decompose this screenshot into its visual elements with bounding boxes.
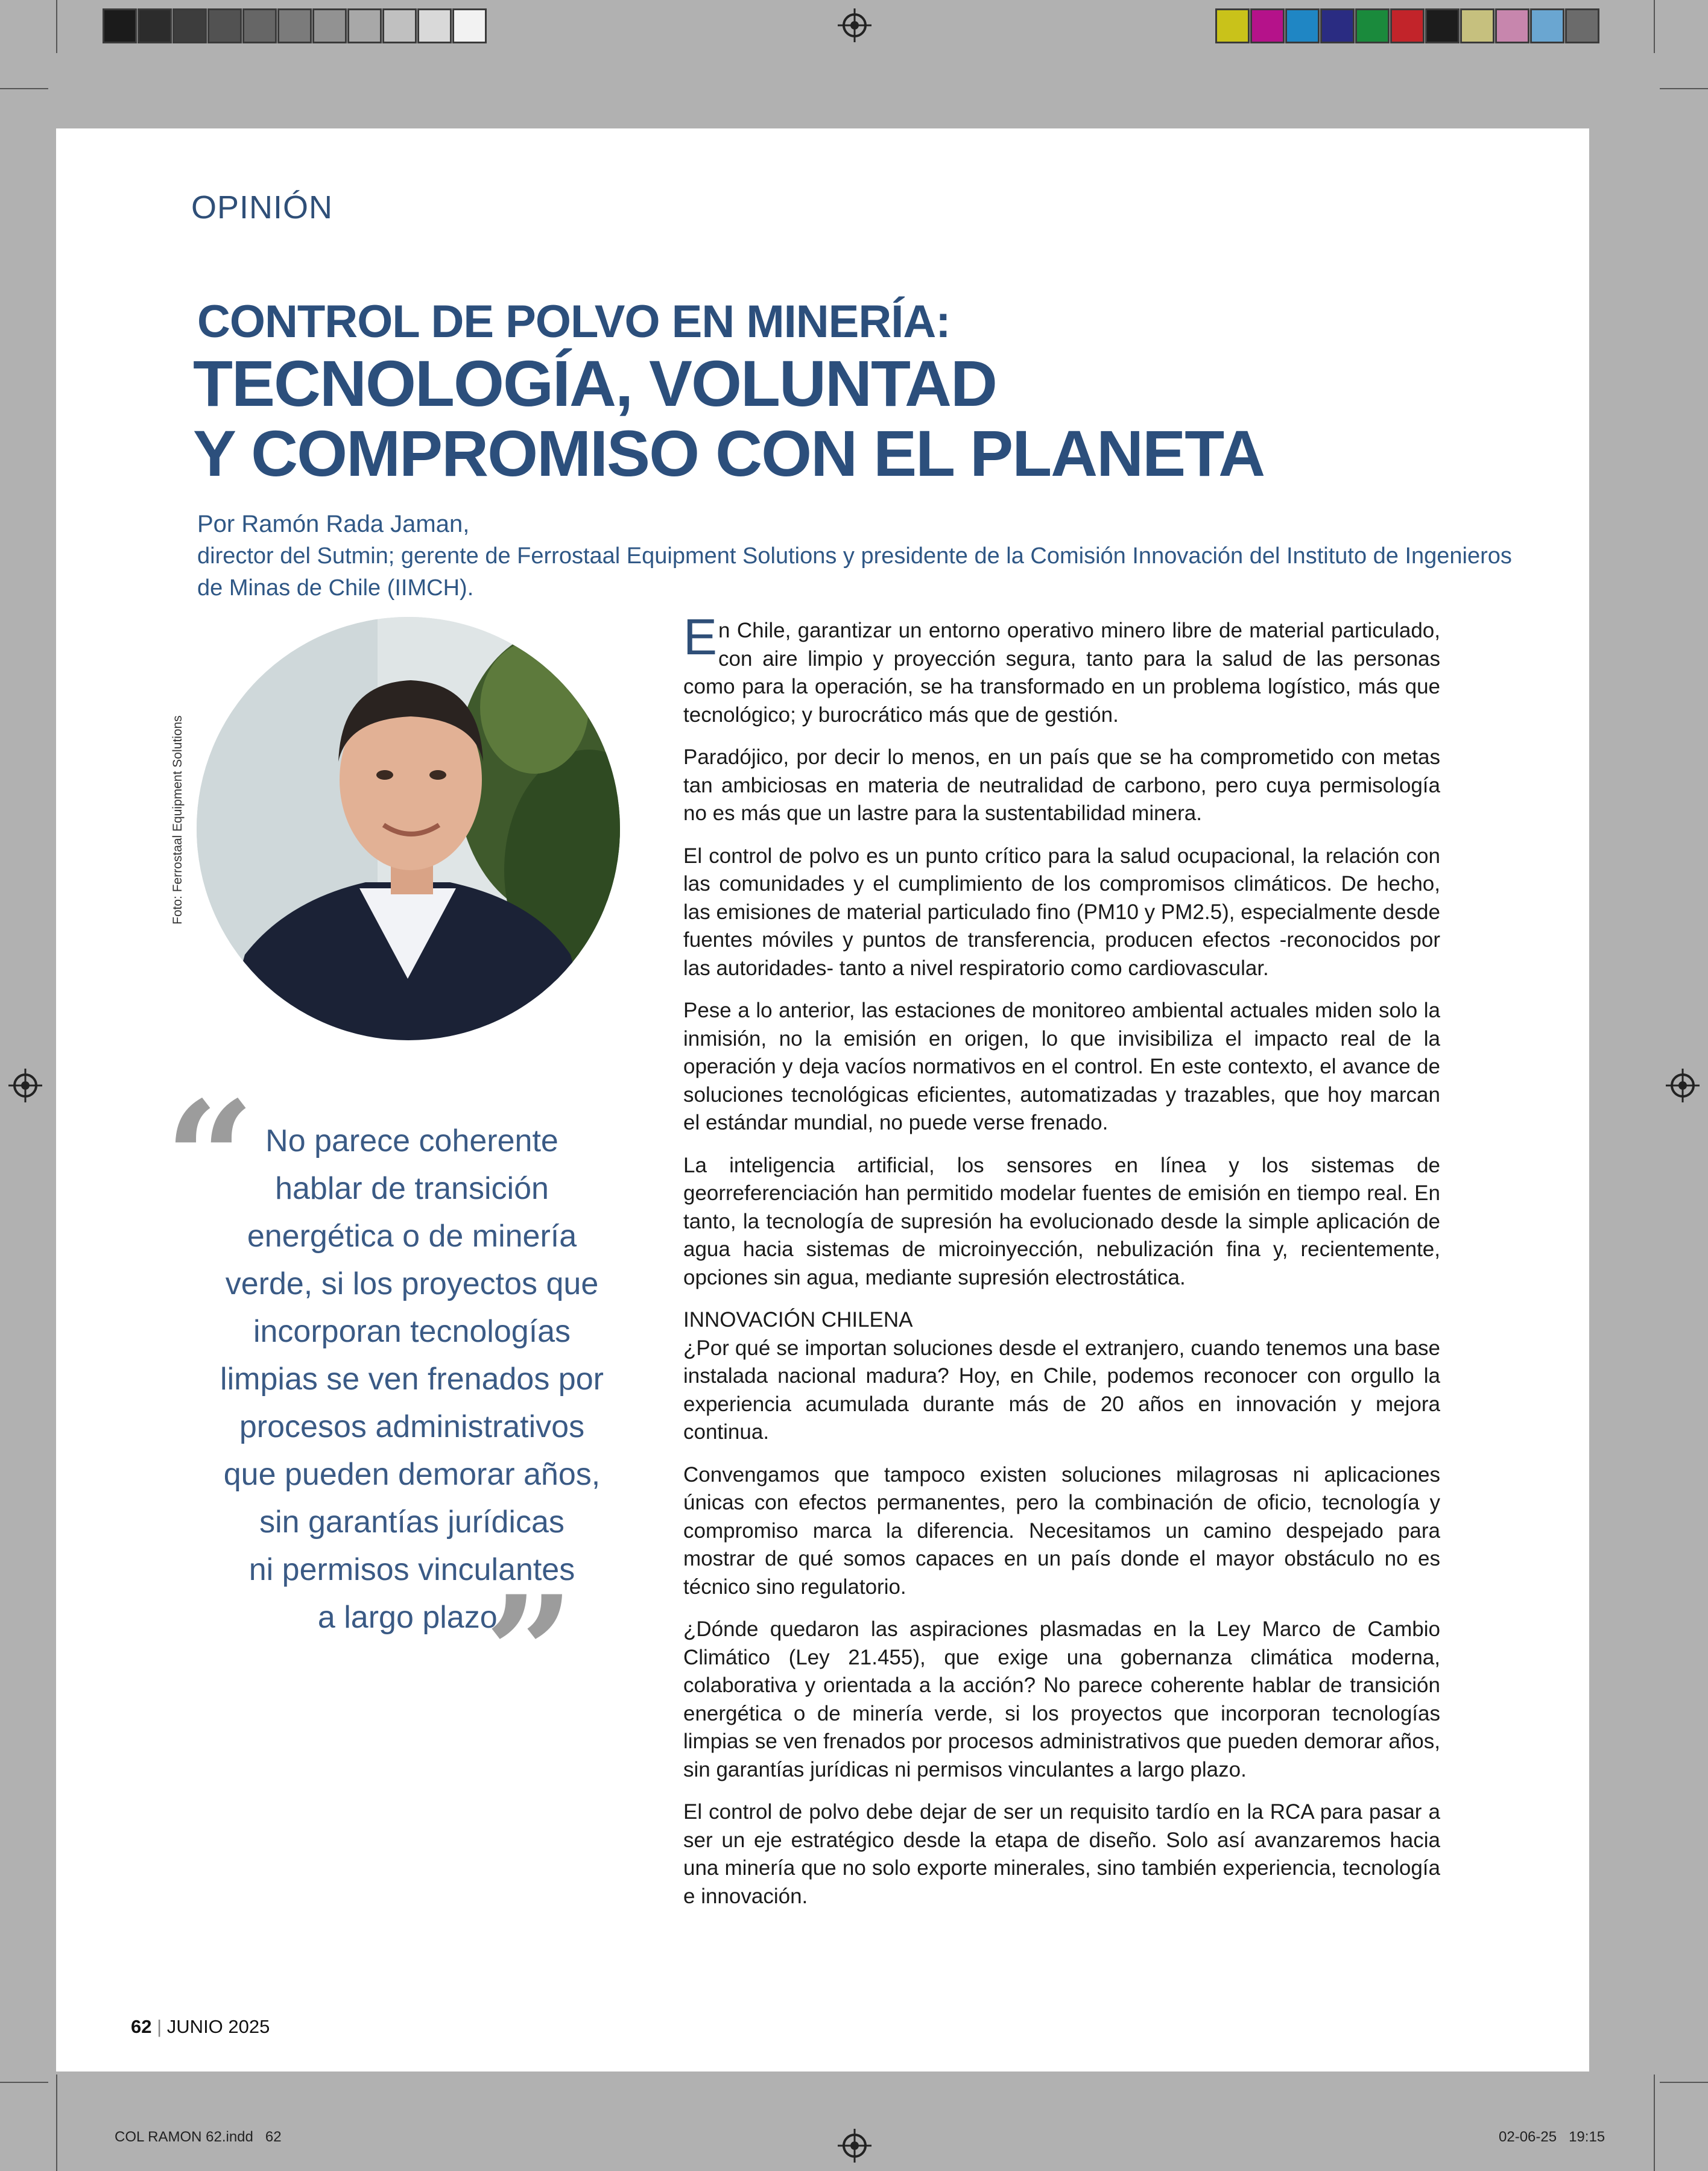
byline-role: director del Sutmin; gerente de Ferrostaal Equipment Solutions y presidente de la Comisión Innovación del Instituto de Ingenieros de Minas de Chile (IIMCH).: [197, 543, 1512, 601]
page-number: 62: [131, 2016, 152, 2037]
grayscale-color-bar: [103, 8, 487, 43]
color-swatch: [1565, 8, 1599, 43]
crop-mark: [1660, 2082, 1708, 2083]
crop-mark: [56, 2075, 57, 2171]
paragraph-5: La inteligencia artificial, los sensores en línea y los sistemas de georreferenciación han permitido modelar fuentes de emisión en tiempo real. En tanto, la tecnología de supresión ha evolucionado desde la simple aplicación de agua hacia sistemas de microinyección, nebulización fina y, recientemente, opciones sin agua, mediante supresión electrostática.: [683, 1153, 1440, 1289]
process-color-bar: [1215, 8, 1600, 43]
paragraph-7: Convengamos que tampoco existen soluciones milagrosas ni aplicaciones únicas con efectos permanentes, pero la combinación de oficio, tecnología y compromiso marca la diferencia. Necesitamos un camino despejado para mostrar de qué somos capaces en un país donde el mayor obstáculo no es técnico sino regulatorio.: [683, 1462, 1440, 1599]
paragraph-8: ¿Dónde quedaron las aspiraciones plasmadas en la Ley Marco de Cambio Climático (Ley 21.455), que exige una gobernanza climática moderna, colaborativa y orientada a la acción? No parece coherente hablar de transición energética o de minería verde, si los proyectos que incorporan tecnologías limpias se ven frenados por procesos administrativos que pueden demorar años, sin garantías jurídicas ni permisos vinculantes a largo plazo.: [683, 1617, 1440, 1781]
crop-mark: [0, 2082, 48, 2083]
crop-mark: [1660, 88, 1708, 89]
gray-swatch: [312, 8, 347, 43]
gray-swatch: [452, 8, 487, 43]
gray-swatch: [382, 8, 417, 43]
color-swatch: [1355, 8, 1390, 43]
photo-credit: Foto: Ferrostaal Equipment Solutions: [171, 715, 185, 924]
gray-swatch: [172, 8, 207, 43]
color-swatch: [1425, 8, 1460, 43]
byline: [197, 508, 1512, 604]
gray-swatch: [207, 8, 242, 43]
color-swatch: [1320, 8, 1355, 43]
magazine-page: [56, 128, 1589, 2071]
issue-date: JUNIO 2025: [166, 2016, 270, 2037]
gray-swatch: [277, 8, 312, 43]
paragraph-1: En Chile, garantizar un entorno operativo minero libre de material particulado, con aire limpio y proyección segura, tanto para la salud de las personas como para la operación, se ha transformado en un problema logístico, más que tecnológico; y burocrático más que de gestión.: [683, 608, 1440, 727]
paragraph-6: ¿Por qué se importan soluciones desde el extranjero, cuando tenemos una base instalada nacional madura? Hoy, en Chile, podemos reconocer con orgullo la experiencia acumulada durante más de 20 años en innovación y mejora continua.: [683, 1336, 1440, 1444]
page-folio: [131, 2016, 270, 2038]
crop-mark: [1654, 0, 1655, 53]
open-quote-icon: “: [165, 1067, 255, 1251]
color-swatch: [1460, 8, 1494, 43]
crop-mark: [0, 88, 48, 89]
color-swatch: [1390, 8, 1425, 43]
registration-mark-right-icon: [1671, 1073, 1695, 1098]
paragraph-4: Pese a lo anterior, las estaciones de monitoreo ambiental actuales miden solo la inmisión, no la emisión en origen, lo que invisibiliza el impacto real de la operación y deja vacíos normativos en el control. En este contexto, el avance de soluciones tecnológicas eficientes, automatizadas y trazables, que hoy marcan el estándar mundial, no puede verse frenado.: [683, 999, 1440, 1134]
registration-mark-left-icon: [13, 1073, 37, 1098]
color-swatch: [1530, 8, 1564, 43]
folio-separator: |: [157, 2016, 162, 2037]
color-swatch: [1495, 8, 1529, 43]
article-body: [683, 608, 1440, 1925]
registration-mark-bottom-icon: [843, 2134, 867, 2158]
pull-quote: No parece coherente hablar de transición energética o de minería verde, si los proyectos que incorporan tecnologías limpias se ven frenados por procesos administrativos que pueden demorar años, sin garantías jurídicas ni permisos vinculantes a largo plazo.: [220, 1123, 604, 1635]
paragraph-3: El control de polvo es un punto crítico para la salud ocupacional, la relación con las comunidades y el cumplimiento de los compromisos climáticos. De hecho, las emisiones de material particulado fino (PM10 y PM2.5), especialmente desde fuentes móviles y puntos de transferencia, producen efectos -reconocidos por las autoridades- tanto a nivel respiratorio como cardiovascular.: [683, 844, 1440, 980]
color-swatch: [1215, 8, 1250, 43]
slug-filename: COL RAMON 62.indd 62: [115, 2129, 282, 2145]
gray-swatch: [417, 8, 452, 43]
gray-swatch: [242, 8, 277, 43]
section-label: OPINIÓN: [191, 189, 334, 226]
paragraph-2: Paradójico, por decir lo menos, en un país que se ha comprometido con metas tan ambiciosas en materia de neutralidad de carbono, pero cuya permisología no es más que un lastre para la sustentabilidad minera.: [683, 745, 1440, 825]
registration-mark-top-icon: [843, 13, 867, 37]
color-swatch: [1285, 8, 1320, 43]
crop-mark: [1654, 2075, 1655, 2171]
paragraph-9: El control de polvo debe dejar de ser un requisito tardío en la RCA para pasar a ser un eje estratégico desde la etapa de diseño. Solo así avanzaremos hacia una minería que no solo exporte minerales, sino también experiencia, tecnología e innovación.: [683, 1800, 1440, 1908]
subheading: INNOVACIÓN CHILENA: [683, 1308, 913, 1332]
author-portrait-image: [197, 617, 620, 1040]
author-photo: [197, 617, 620, 1040]
gray-swatch: [103, 8, 137, 43]
article-kicker: CONTROL DE POLVO EN MINERÍA:: [197, 296, 950, 347]
gray-swatch: [138, 8, 172, 43]
byline-author: Por Ramón Rada Jaman,: [197, 511, 470, 537]
drop-cap: E: [683, 608, 718, 665]
gray-swatch: [347, 8, 382, 43]
crop-mark: [56, 0, 57, 53]
close-quote-icon: ”: [484, 1562, 575, 1746]
slug-datetime: 02-06-25 19:15: [1499, 2129, 1605, 2145]
color-swatch: [1250, 8, 1285, 43]
article-headline: TECNOLOGÍA, VOLUNTAD Y COMPROMISO CON EL PLANETA: [193, 347, 1265, 490]
